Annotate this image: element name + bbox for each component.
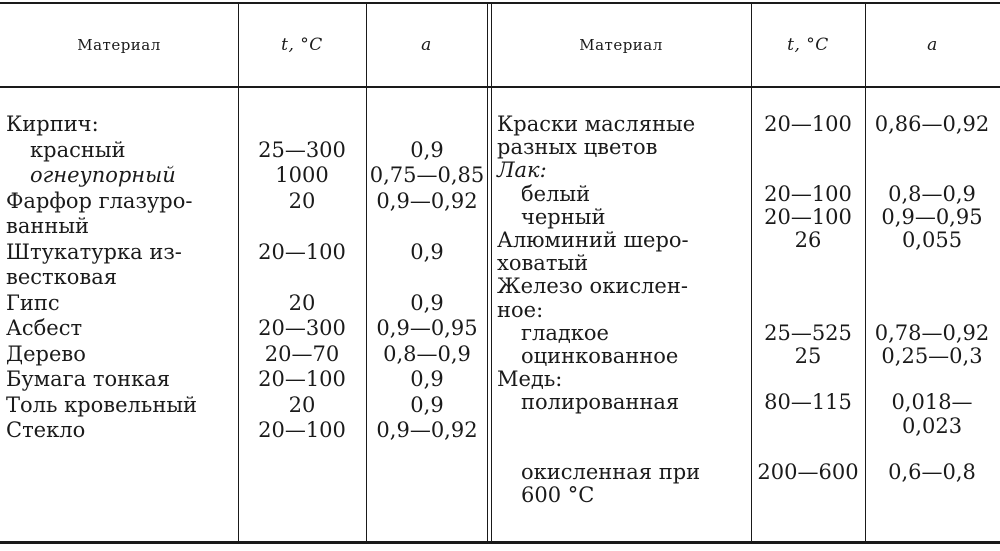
temperature-value: 20 [288, 188, 316, 213]
material-name: гладкое [521, 320, 609, 345]
temperature-value: 20—100 [764, 204, 852, 229]
material-name: Алюминий шеро- [497, 228, 689, 252]
emissivity-value: 0,023 [901, 413, 963, 438]
emissivity-value: 0,9—0,92 [376, 418, 478, 442]
temperature-value: 20—100 [258, 418, 346, 442]
temperature-value: 20—300 [258, 316, 346, 340]
temperature-value: 25—300 [258, 137, 346, 162]
emissivity-value: 0,9 [410, 290, 444, 315]
temperature-value: 25—525 [764, 320, 852, 345]
temperature-value: 1000 [275, 163, 329, 187]
emissivity-value: 0,86—0,92 [874, 112, 990, 136]
emissivity-value: 0,055 [901, 228, 963, 252]
temperature-value: 20—100 [764, 181, 852, 206]
middle-double-rule-b [491, 4, 492, 541]
temperature-value: 20 [288, 392, 316, 417]
material-name: черный [521, 204, 606, 229]
material-name: Толь кровельный [6, 392, 198, 417]
emissivity-value: 0,9 [410, 239, 444, 264]
emissivity-value: 0,9 [410, 392, 444, 417]
emissivity-value: 0,6—0,8 [888, 460, 976, 484]
top-rule [0, 2, 1000, 4]
material-name: полированная [521, 390, 680, 415]
temperature-value: 20—100 [258, 367, 346, 391]
temperature-value: 20—100 [764, 112, 852, 136]
material-name: огнеупорный [30, 163, 176, 187]
emissivity-value: 0,9 [410, 137, 444, 162]
material-name: ховатый [497, 251, 589, 276]
material-name: красный [30, 137, 126, 162]
emissivity-value: 0,9 [410, 367, 444, 391]
material-name: белый [521, 181, 591, 206]
header-t-left: t, °C [281, 35, 323, 55]
material-name: оцинкованное [521, 344, 679, 368]
header-rule [0, 86, 1000, 88]
material-name: окисленная при [521, 460, 701, 484]
material-name: разных цветов [497, 135, 658, 160]
temperature-value: 80—115 [764, 390, 852, 415]
temperature-value: 20 [288, 290, 316, 315]
emissivity-value: 0,8—0,9 [888, 181, 976, 206]
material-name: 600 °C [521, 483, 595, 508]
emissivity-value: 0,9—0,95 [881, 204, 983, 229]
emissivity-value: 0,018— [891, 390, 973, 415]
material-name: Стекло [6, 418, 86, 442]
material-name: вестковая [6, 265, 117, 289]
material-name: Штукатурка из- [6, 239, 182, 264]
temperature-value: 26 [794, 228, 822, 252]
material-name: Краски масляные [497, 112, 696, 136]
material-name: Кирпич: [6, 112, 99, 136]
col-divider-1 [238, 4, 239, 541]
header-t-right: t, °C [787, 35, 829, 55]
header-a-left: a [421, 35, 432, 55]
header-material-left: Материал [77, 36, 161, 54]
emissivity-value: 0,75—0,85 [369, 163, 485, 187]
material-name: ванный [6, 214, 90, 238]
emissivity-value: 0,25—0,3 [881, 344, 983, 368]
middle-double-rule-a [487, 4, 488, 541]
material-name: Гипс [6, 290, 60, 315]
header-a-right: a [927, 35, 938, 55]
material-name: Фарфор глазуро- [6, 188, 193, 213]
col-divider-2 [366, 4, 367, 541]
material-name: Бумага тонкая [6, 367, 170, 391]
emissivity-value: 0,9—0,95 [376, 316, 478, 340]
material-name: Дерево [6, 341, 86, 366]
emissivity-value: 0,78—0,92 [874, 320, 990, 345]
bottom-rule [0, 541, 1000, 544]
material-name: Железо окислен- [497, 274, 688, 299]
material-name: ное: [497, 297, 544, 322]
emissivity-value: 0,9—0,92 [376, 188, 478, 213]
temperature-value: 20—70 [264, 341, 340, 366]
material-name: Асбест [6, 316, 83, 340]
header-material-right: Материал [579, 36, 663, 54]
material-name: Медь: [497, 367, 563, 392]
material-name: Лак: [497, 158, 547, 183]
emissivity-value: 0,8—0,9 [383, 341, 471, 366]
temperature-value: 20—100 [258, 239, 346, 264]
temperature-value: 25 [794, 344, 822, 368]
temperature-value: 200—600 [757, 460, 859, 484]
